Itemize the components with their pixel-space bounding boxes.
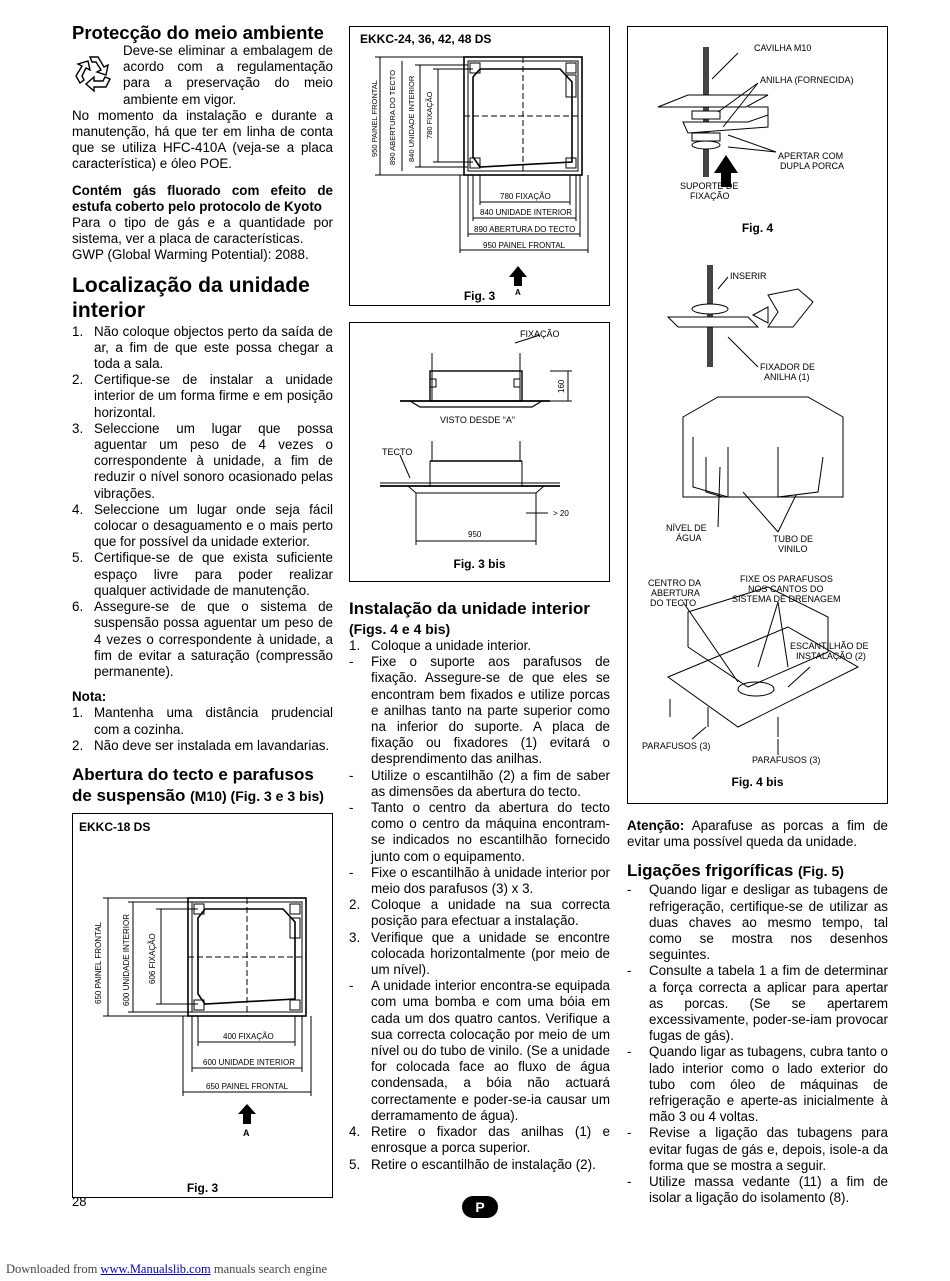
list-item-marker: 2. (349, 897, 361, 913)
fig4bis-label-center-2: ABERTURA (651, 588, 700, 598)
fig4-label-tighten-1: APERTAR COM (778, 151, 844, 161)
fig4-label-bracket-1: SUPORTE DE (680, 181, 739, 191)
list-item (72, 372, 333, 421)
list-item (72, 502, 333, 551)
list-item-text: Assegure-se de que o sistema de suspensão possa aguentar um peso de 4 vezes o correspondente à unidade, a fim de evitar a saturação (compressão permanente). (94, 599, 333, 679)
list-item-marker: 3. (72, 420, 84, 436)
list-item-text: Utilize o escantilhão (2) a fim de saber as dimensões da abertura do tecto. (371, 767, 610, 799)
fig4-label-tighten-2: DUPLA PORCA (780, 161, 845, 171)
list-item-text: Fixe o suporte aos parafusos de fixação. Assegure-se de que eles se encontram bem fixados e utilize porcas e anilhas tanto na parte superior como na inferior do suporte. A placa de fixação ou fixadores (1) evitará o desprendimento das anilhas. (371, 654, 610, 767)
fig4-label-fixer-2: ANILHA (1) (764, 372, 810, 382)
list-item (627, 1044, 888, 1125)
gas-title: Contém gás fluorado com efeito de estufa coberto pelo protocolo de Kyoto (72, 182, 333, 214)
fig3-18-diagram (73, 814, 332, 1195)
opening-title (72, 764, 333, 807)
fig3-18-dim-650-panel: 650 PAINEL FRONTAL (94, 921, 103, 1004)
fig4-label-washer: ANILHA (FORNECIDA) (760, 75, 854, 85)
list-item-text: A unidade interior encontra-se equipada com uma bomba e com uma bóia em cada um dos quatro cantos. Verifique a sua correcta colocação por meio de um nível ou do tubo de vinilo. (Se a unidade for colocada face ao fluxo de água condensada, a bóia não actuará correctamente e poder-se-ia causar um derramamento de água). (371, 978, 610, 1123)
list-item (72, 599, 333, 680)
list-item (349, 978, 610, 1124)
install-title: Instalação da unidade interior (349, 599, 590, 618)
list-item (627, 1174, 888, 1206)
list-item-marker: 2. (72, 372, 84, 388)
page-number: 28 (72, 1194, 87, 1209)
column-right (627, 26, 888, 1206)
list-item (72, 324, 333, 373)
list-item (349, 930, 610, 979)
opening-title-sub: (M10) (Fig. 3 e 3 bis) (190, 787, 324, 804)
list-item-text: Retire o fixador das anilhas (1) e enrosque a porca superior. (371, 1124, 610, 1156)
fig3-24-dim-780-fix: 780 FIXAÇÃO (425, 91, 434, 139)
list-item (72, 705, 333, 737)
list-item-marker: 2. (72, 737, 84, 753)
install-list (349, 638, 610, 1173)
list-item (349, 800, 610, 865)
fig3bis-dim-160: 160 (557, 379, 566, 393)
fig4bis-label-fix-2: NOS CANTOS DO (748, 584, 824, 594)
fig3bis-tecto: TECTO (382, 447, 413, 457)
list-item (349, 1124, 610, 1156)
fig3-24-dim-890-opening: 890 ABERTURA DO TECTO (388, 69, 397, 165)
list-item-text: Certifique-se de instalar a unidade interior de um forma firme e em posição horizontal. (94, 372, 333, 420)
list-item-text: Retire o escantilhão de instalação (2). (371, 1156, 596, 1172)
list-item-marker: 3. (349, 929, 361, 945)
list-item-text: Revise a ligação das tubagens para evitar fugas de gás e, depois, isole-a da forma que se mostra a seguir. (649, 1125, 888, 1173)
env-paragraph-1: Deve-se eliminar a embalagem de acordo com a regulamentação para a preservação do meio ambiente em vigor. (123, 43, 333, 107)
list-item (349, 768, 610, 800)
list-item-text: Consulte a tabela 1 a fim de determinar a força correcta a aplicar para apertar as porcas. (Se se apertarem excessivamente, poder-se-iam provocar fugas de gás). (649, 963, 888, 1044)
recycle-icon (72, 49, 118, 95)
fig4bis-label-center-3: DO TECTO (650, 598, 697, 608)
list-item (349, 897, 610, 929)
fig3bis-box (349, 322, 610, 582)
fig3-18-model: EKKC-18 DS (79, 819, 151, 834)
list-item-marker: 1. (72, 323, 84, 339)
fig3bis-caption: Fig. 3 bis (453, 557, 506, 571)
fig3-ekkc18-box (72, 813, 333, 1198)
attention-text: Aparafuse as porcas a fim de evitar uma possível queda da unidade. (627, 818, 888, 850)
env-paragraph-2: No momento da instalação e durante a manutenção, há que ter em linha de conta que se utiliza HFC-410A (veja-se a placa característica) e óleo POE. (72, 107, 333, 172)
fig4bis-label-fix-1: FIXE OS PARAFUSOS (740, 574, 833, 584)
fig3-24-dim-840-unit-h: 840 UNIDADE INTERIOR (480, 208, 573, 217)
list-item-marker: 5. (72, 550, 84, 566)
opening-title-main: Abertura do tecto e parafusos de suspensão (72, 764, 314, 805)
list-item-marker: - (627, 1125, 632, 1141)
fig3-24-dim-840-unit: 840 UNIDADE INTERIOR (407, 75, 416, 162)
fig4-label-bracket-2: FIXAÇÃO (690, 191, 730, 201)
fig4-label-level-1: NÍVEL DE (666, 523, 707, 533)
list-item-marker: - (627, 1174, 632, 1190)
fig3-24-arrow-label: A (515, 288, 521, 297)
fig3-24-model: EKKC-24, 36, 42, 48 DS (360, 32, 492, 46)
fig4-diagram (628, 27, 887, 801)
fig3bis-dim-950: 950 (468, 530, 482, 539)
list-item (72, 550, 333, 599)
fig3-24-diagram (350, 27, 609, 303)
list-item (627, 963, 888, 1044)
fig3-18-dim-600-unit-h: 600 UNIDADE INTERIOR (203, 1057, 296, 1067)
list-item-text: Coloque a unidade interior. (371, 638, 532, 653)
env-block (72, 43, 333, 108)
list-item-marker: - (627, 1044, 632, 1060)
list-item (627, 1125, 888, 1174)
refrigerant-title-main: Ligações frigoríficas (627, 861, 794, 881)
fig3-24-caption: Fig. 3 (463, 289, 496, 303)
fig3-24-dim-950-panel: 950 PAINEL FRONTAL (370, 80, 379, 157)
list-item-text: Fixe o escantilhão à unidade interior por meio dos parafusos (3) x 3. (371, 864, 610, 897)
list-item-text: Coloque a unidade na sua correcta posição para efectuar a instalação. (371, 897, 610, 929)
fig4-label-level-2: ÁGUA (676, 533, 702, 543)
list-item (349, 1157, 610, 1173)
list-item-marker: - (627, 963, 632, 979)
list-item-text: Utilize massa vedante (11) a fim de isolar a ligação do isolamento (8). (649, 1174, 888, 1206)
fig3-24-dim-950-panel-h: 950 PAINEL FRONTAL (483, 241, 566, 250)
fig4-label-tube-2: VINILO (778, 544, 808, 554)
manualslib-link[interactable]: www.Manualslib.com (100, 1262, 211, 1276)
footer-prefix: Downloaded from (6, 1262, 101, 1276)
fig3bis-view-a: VISTO DESDE “A” (440, 415, 515, 425)
fig3bis-diagram (350, 323, 609, 579)
fig4-label-bolt: CAVILHA M10 (754, 43, 812, 53)
language-badge: P (462, 1196, 498, 1218)
fig3-24-dim-890-opening-h: 890 ABERTURA DO TECTO (474, 225, 576, 234)
list-item-marker: 6. (72, 599, 84, 615)
list-item (349, 654, 610, 767)
fig3-18-arrow-label: A (243, 1127, 250, 1138)
fig3-18-dim-400-fix: 400 FIXAÇÃO (223, 1031, 274, 1041)
list-item (349, 638, 610, 654)
list-item-marker: 1. (72, 705, 84, 721)
attention-paragraph (627, 818, 888, 850)
list-item-text: Verifique que a unidade se encontre colocada horizontalmente (por meio de um nível). (371, 929, 610, 978)
list-item-marker: 4. (72, 501, 84, 517)
column-middle (349, 26, 610, 1173)
refrigerant-list (627, 882, 888, 1206)
list-item-marker: 4. (349, 1124, 361, 1140)
column-left (72, 22, 333, 1198)
fig3-ekkc24-box (349, 26, 610, 306)
list-item-marker: - (349, 864, 354, 880)
fig3-18-dim-606-fix: 606 FIXAÇÃO (148, 933, 157, 984)
list-item-marker: - (349, 978, 354, 994)
list-item (72, 738, 333, 754)
fig4bis-label-screws-2: PARAFUSOS (3) (752, 755, 821, 765)
gas-paragraph-2: GWP (Global Warming Potential): 2088. (72, 247, 309, 263)
fig4bis-label-fix-3: SISTEMA DE DRENAGEM (732, 594, 841, 604)
list-item-marker: - (349, 654, 354, 670)
list-item-marker: 1. (349, 638, 361, 653)
refrigerant-title-sub: (Fig. 5) (798, 863, 844, 880)
list-item-text: Quando ligar e desligar as tubagens de refrigeração, certifique-se de utilizar as duas chaves ao mesmo tempo, tal como se mostra nos desenhos seguintes. (649, 882, 888, 963)
location-title: Localização da unidade interior (72, 273, 310, 322)
fig4-box (627, 26, 888, 804)
fig3bis-fix-label: FIXAÇÃO (520, 329, 560, 339)
fig4bis-label-screws-1: PARAFUSOS (3) (642, 741, 711, 751)
list-item (627, 882, 888, 963)
fig3-24-dim-780-fix-h: 780 FIXAÇÃO (500, 192, 551, 201)
fig4-label-tube-1: TUBO DE (773, 534, 814, 544)
fig4bis-label-template-2: INSTALAÇÃO (2) (796, 651, 866, 661)
list-item-text: Quando ligar as tubagens, cubra tanto o lado interior como o lado exterior do tubo com óleo de máquinas de refrigeração e aperte-as inicialmente à mão 3 ou 4 voltas. (649, 1044, 888, 1125)
note-list (72, 705, 333, 754)
fig4bis-label-center-1: CENTRO DA (648, 578, 702, 588)
list-item-text: Tanto o centro da abertura do tecto como o centro da máquina encontram-se indicados no escantilhão fornecido junto com o equipamento. (371, 800, 610, 864)
attention-label: Atenção: (627, 818, 685, 833)
list-item-marker: - (349, 767, 354, 783)
gas-paragraph-1: Para o tipo de gás e a quantidade por sistema, ver a placa de características. (72, 215, 333, 247)
list-item (72, 421, 333, 502)
fig4-label-fixer-1: FIXADOR DE (760, 362, 816, 372)
fig4-label-insert: INSERIR (730, 271, 767, 281)
download-footer (6, 1262, 327, 1277)
location-list (72, 324, 333, 680)
fig3-18-dim-650-panel-h: 650 PAINEL FRONTAL (206, 1081, 289, 1091)
list-item-marker: - (627, 882, 632, 898)
list-item-text: Seleccione um lugar onde seja fácil colocar o desaguamento e o mais perto que for possível da unidade exterior. (94, 501, 333, 550)
note-title: Nota: (72, 689, 107, 705)
fig3-18-dim-600-unit: 600 UNIDADE INTERIOR (122, 913, 131, 1006)
fig3bis-gt20: > 20 (553, 509, 569, 518)
fig4-caption: Fig. 4 (741, 221, 774, 235)
list-item-marker: - (349, 800, 354, 816)
fig4bis-caption: Fig. 4 bis (731, 775, 784, 789)
footer-suffix: manuals search engine (210, 1262, 327, 1276)
list-item-text: Não coloque objectos perto da saída de ar, a fim de que este possa chegar a toda a sala. (94, 323, 333, 372)
fig4bis-label-template-1: ESCANTILHÃO DE (790, 641, 869, 651)
list-item-text: Seleccione um lugar que possa aguentar um peso de 4 vezes o correspondente à unidade, a fim de reduzir o nível sonoro ocasionado pelas vibrações. (94, 420, 333, 501)
install-subtitle: (Figs. 4 e 4 bis) (349, 621, 451, 637)
list-item (349, 865, 610, 897)
fig3-18-caption: Fig. 3 (186, 1180, 219, 1195)
list-item-text: Certifique-se de que exista suficiente espaço livre para poder realizar qualquer actividade de manutenção. (94, 550, 333, 598)
list-item-text: Não deve ser instalada em lavandarias. (94, 737, 330, 753)
list-item-marker: 5. (349, 1156, 361, 1172)
env-title: Protecção do meio ambiente (72, 22, 324, 43)
list-item-text: Mantenha uma distância prudencial com a cozinha. (94, 705, 333, 737)
refrigerant-title (627, 860, 888, 882)
